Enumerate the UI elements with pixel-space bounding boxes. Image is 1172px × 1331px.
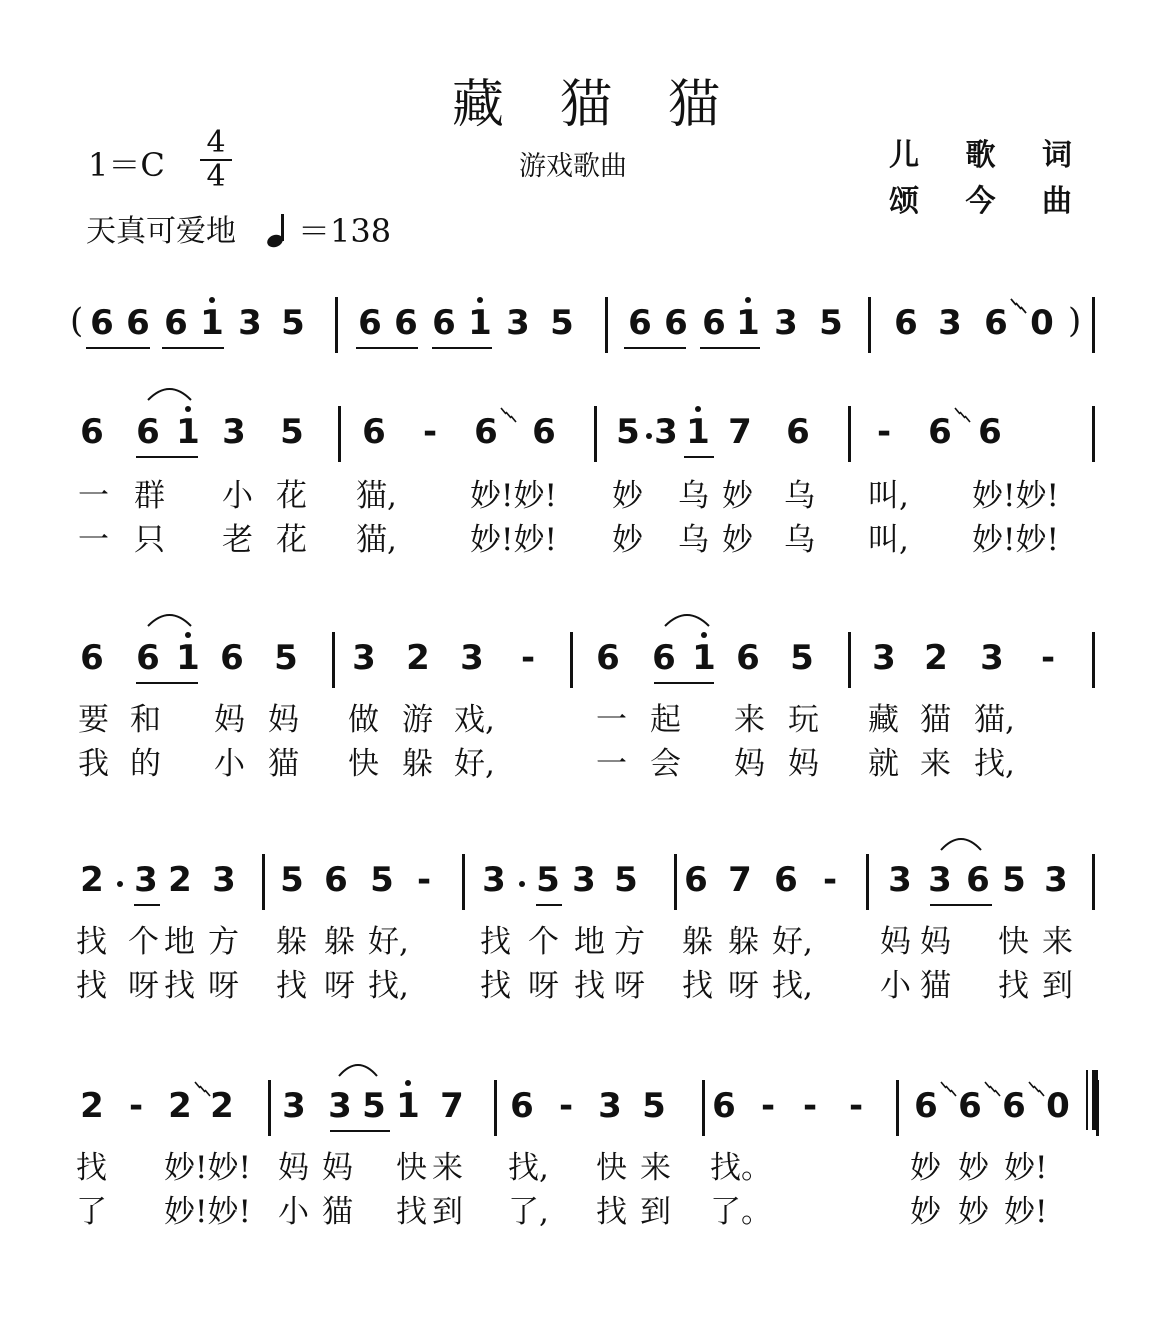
system4-note: 7 bbox=[728, 860, 752, 900]
system3-note: 1 bbox=[692, 638, 716, 678]
system3-lyrics2-syllable: 躲 bbox=[402, 746, 433, 782]
system2-note: 3 bbox=[222, 412, 246, 452]
system1-underline bbox=[356, 347, 418, 349]
system1-note: 3 bbox=[938, 303, 962, 343]
system4-note: 2 bbox=[168, 860, 192, 900]
system4-lyrics1-syllable: 妈 bbox=[880, 924, 911, 960]
system5-underline bbox=[330, 1130, 390, 1132]
system2-lyrics1-syllable: 妙 bbox=[722, 478, 753, 514]
composer-credit: 颂 今 曲 bbox=[889, 184, 1090, 219]
system2-barline bbox=[1092, 406, 1095, 462]
final-barline-thin bbox=[1086, 1070, 1088, 1130]
system2-lyrics1-syllable: 妙!妙! bbox=[470, 478, 557, 514]
system2-augmentation-dot bbox=[646, 433, 652, 439]
system5-lyrics2-syllable: 找 bbox=[596, 1194, 627, 1230]
system5-lyrics2-syllable: 猫 bbox=[322, 1194, 353, 1230]
system4-lyrics2-syllable: 找 bbox=[682, 968, 713, 1004]
system4-lyrics2-syllable: 找 bbox=[574, 968, 605, 1004]
system3-note: 6 bbox=[80, 638, 104, 678]
system4-lyrics1-syllable: 躲 bbox=[682, 924, 713, 960]
system3-lyrics1-syllable: 起 bbox=[650, 702, 681, 738]
system3-underline bbox=[136, 682, 198, 684]
system3-underline bbox=[654, 682, 714, 684]
system5-lyrics2-syllable: 找 bbox=[396, 1194, 427, 1230]
system2-glissando-mark bbox=[500, 406, 518, 424]
system2-note: 3 bbox=[654, 412, 678, 452]
system5-glissando-mark bbox=[194, 1080, 212, 1098]
system2-note: - bbox=[876, 412, 892, 452]
system5-lyrics1-syllable: 妙 bbox=[958, 1150, 989, 1186]
system2-lyrics1-syllable: 一 bbox=[78, 478, 109, 514]
system4-lyrics2-syllable: 呀 bbox=[614, 968, 645, 1004]
system1-barline bbox=[1092, 297, 1095, 353]
system1-underline bbox=[86, 347, 150, 349]
system3-note: 2 bbox=[406, 638, 430, 678]
system3-lyrics2-syllable: 妈 bbox=[734, 746, 765, 782]
system5-lyrics1-syllable: 快 bbox=[396, 1150, 427, 1186]
system3-lyrics2-syllable: 快 bbox=[348, 746, 379, 782]
system1-note: 6 bbox=[628, 303, 652, 343]
system4-lyrics2-syllable: 呀 bbox=[728, 968, 759, 1004]
system2-lyrics2-syllable: 妙!妙! bbox=[972, 522, 1059, 558]
system4-note: 5 bbox=[1002, 860, 1026, 900]
system4-lyrics1-syllable: 快 bbox=[998, 924, 1029, 960]
system3-lyrics2-syllable: 的 bbox=[130, 746, 161, 782]
system4-note: 3 bbox=[482, 860, 506, 900]
system4-lyrics1-syllable: 妈 bbox=[920, 924, 951, 960]
system2-lyrics2-syllable: 乌 bbox=[784, 522, 815, 558]
system4-note: 5 bbox=[370, 860, 394, 900]
system5-lyrics1-syllable: 妈 bbox=[278, 1150, 309, 1186]
system3-lyrics1-syllable: 一 bbox=[596, 702, 627, 738]
system5-lyrics2-syllable: 妙! bbox=[1004, 1194, 1048, 1230]
system3-lyrics1-syllable: 藏 bbox=[868, 702, 899, 738]
system3-slur bbox=[147, 610, 192, 628]
system4-lyrics1-syllable: 找 bbox=[480, 924, 511, 960]
system5-lyrics1-syllable: 来 bbox=[432, 1150, 463, 1186]
system2-underline bbox=[684, 456, 714, 458]
system4-note: 6 bbox=[966, 860, 990, 900]
system2-note: 6 bbox=[474, 412, 498, 452]
system5-octave-dot bbox=[405, 1080, 411, 1086]
system4-lyrics2-syllable: 找 bbox=[276, 968, 307, 1004]
system1-note: 5 bbox=[281, 303, 305, 343]
system2-octave-dot bbox=[185, 406, 191, 412]
system5-lyrics2-syllable: 到 bbox=[640, 1194, 671, 1230]
system2-barline bbox=[338, 406, 341, 462]
system2-lyrics2-syllable: 乌 bbox=[678, 522, 709, 558]
system3-lyrics1-syllable: 要 bbox=[78, 702, 109, 738]
system4-lyrics1-syllable: 来 bbox=[1042, 924, 1073, 960]
system5-lyrics1-syllable: 找。 bbox=[710, 1150, 772, 1186]
system4-note: 3 bbox=[1044, 860, 1068, 900]
system4-lyrics2-syllable: 找, bbox=[772, 968, 813, 1004]
system5-note: 6 bbox=[1002, 1086, 1026, 1126]
system2-note: - bbox=[422, 412, 438, 452]
system2-lyrics1-syllable: 猫, bbox=[356, 478, 397, 514]
system3-lyrics2-syllable: 一 bbox=[596, 746, 627, 782]
system5-lyrics1-syllable: 找 bbox=[76, 1150, 107, 1186]
system3-lyrics2-syllable: 妈 bbox=[788, 746, 819, 782]
system5-note: - bbox=[128, 1086, 144, 1126]
system5-lyrics1-syllable: 妙 bbox=[910, 1150, 941, 1186]
system4-slur bbox=[940, 834, 982, 852]
system4-note: 3 bbox=[888, 860, 912, 900]
system1-note: 3 bbox=[506, 303, 530, 343]
system4-lyrics2-syllable: 猫 bbox=[920, 968, 951, 1004]
system1-underline bbox=[432, 347, 492, 349]
system5-note: 6 bbox=[958, 1086, 982, 1126]
system3-lyrics1-syllable: 妈 bbox=[268, 702, 299, 738]
system5-note: 2 bbox=[168, 1086, 192, 1126]
system4-note: 2 bbox=[80, 860, 104, 900]
system3-slur bbox=[664, 610, 710, 628]
system1-note: 6 bbox=[358, 303, 382, 343]
system1-note: 1 bbox=[200, 303, 224, 343]
final-barline bbox=[1092, 1070, 1098, 1130]
key-signature: 1＝C bbox=[88, 146, 165, 184]
system5-note: 2 bbox=[80, 1086, 104, 1126]
intro-open-paren: ( bbox=[70, 301, 84, 341]
system1-octave-dot bbox=[209, 297, 215, 303]
system3-note: 5 bbox=[790, 638, 814, 678]
system2-lyrics2-syllable: 猫, bbox=[356, 522, 397, 558]
system3-lyrics1-syllable: 游 bbox=[402, 702, 433, 738]
system1-note: 5 bbox=[819, 303, 843, 343]
system1-note: 6 bbox=[894, 303, 918, 343]
system4-note: 6 bbox=[324, 860, 348, 900]
system3-note: 1 bbox=[176, 638, 200, 678]
system4-lyrics2-syllable: 找 bbox=[998, 968, 1029, 1004]
system3-note: 6 bbox=[652, 638, 676, 678]
system4-lyrics2-syllable: 呀 bbox=[208, 968, 239, 1004]
system5-note: 3 bbox=[282, 1086, 306, 1126]
system4-note: - bbox=[822, 860, 838, 900]
song-title: 藏猫猫 bbox=[451, 75, 776, 135]
system2-note: 1 bbox=[686, 412, 710, 452]
system5-lyrics2-syllable: 妙 bbox=[958, 1194, 989, 1230]
system5-lyrics1-syllable: 快 bbox=[596, 1150, 627, 1186]
system2-glissando-mark bbox=[954, 406, 972, 424]
system2-note: 7 bbox=[728, 412, 752, 452]
system5-note: - bbox=[760, 1086, 776, 1126]
system2-note: 6 bbox=[532, 412, 556, 452]
system5-slur bbox=[338, 1060, 378, 1078]
system5-lyrics1-syllable: 妙! bbox=[1004, 1150, 1048, 1186]
intro-close-paren: ) bbox=[1068, 301, 1082, 341]
system3-note: 6 bbox=[220, 638, 244, 678]
system2-lyrics1-syllable: 小 bbox=[222, 478, 253, 514]
system5-lyrics1-syllable: 妈 bbox=[322, 1150, 353, 1186]
system5-lyrics2-syllable: 了 bbox=[76, 1194, 107, 1230]
system3-lyrics2-syllable: 找, bbox=[974, 746, 1015, 782]
system5-glissando-mark bbox=[940, 1080, 958, 1098]
system3-lyrics2-syllable: 好, bbox=[454, 746, 495, 782]
system2-lyrics1-syllable: 乌 bbox=[678, 478, 709, 514]
time-signature bbox=[200, 125, 232, 194]
system5-lyrics1-syllable: 来 bbox=[640, 1150, 671, 1186]
system5-note: 3 bbox=[598, 1086, 622, 1126]
system4-lyrics1-syllable: 个 bbox=[128, 924, 159, 960]
system1-note: 6 bbox=[126, 303, 150, 343]
system4-note: 3 bbox=[572, 860, 596, 900]
system4-lyrics1-syllable: 方 bbox=[614, 924, 645, 960]
system3-barline bbox=[848, 632, 851, 688]
system2-note: 6 bbox=[80, 412, 104, 452]
system1-glissando-mark bbox=[1010, 297, 1028, 315]
system2-barline bbox=[594, 406, 597, 462]
system1-note: 6 bbox=[984, 303, 1008, 343]
system4-lyrics1-syllable: 躲 bbox=[324, 924, 355, 960]
system4-lyrics1-syllable: 地 bbox=[574, 924, 605, 960]
system1-note: 1 bbox=[468, 303, 492, 343]
system4-barline bbox=[1092, 854, 1095, 910]
system5-note: 3 bbox=[328, 1086, 352, 1126]
system5-note: 2 bbox=[210, 1086, 234, 1126]
system1-note: 3 bbox=[238, 303, 262, 343]
system4-barline bbox=[462, 854, 465, 910]
system3-barline bbox=[332, 632, 335, 688]
system1-underline bbox=[700, 347, 760, 349]
system3-note: 3 bbox=[460, 638, 484, 678]
system3-octave-dot bbox=[185, 632, 191, 638]
system5-note: 0 bbox=[1046, 1086, 1070, 1126]
system5-lyrics2-syllable: 妙 bbox=[910, 1194, 941, 1230]
system4-lyrics2-syllable: 呀 bbox=[128, 968, 159, 1004]
system2-lyrics1-syllable: 妙 bbox=[612, 478, 643, 514]
system4-lyrics2-syllable: 找 bbox=[164, 968, 195, 1004]
system4-lyrics1-syllable: 找 bbox=[76, 924, 107, 960]
system4-barline bbox=[262, 854, 265, 910]
system5-note: - bbox=[558, 1086, 574, 1126]
system2-lyrics1-syllable: 花 bbox=[276, 478, 307, 514]
system4-barline bbox=[674, 854, 677, 910]
system4-lyrics1-syllable: 方 bbox=[208, 924, 239, 960]
system5-note: 5 bbox=[642, 1086, 666, 1126]
system5-lyrics2-syllable: 到 bbox=[432, 1194, 463, 1230]
system2-barline bbox=[848, 406, 851, 462]
system3-note: 5 bbox=[274, 638, 298, 678]
system5-lyrics2-syllable: 小 bbox=[278, 1194, 309, 1230]
system4-note: 6 bbox=[774, 860, 798, 900]
system4-note: - bbox=[416, 860, 432, 900]
system3-lyrics1-syllable: 猫 bbox=[920, 702, 951, 738]
system3-lyrics1-syllable: 来 bbox=[734, 702, 765, 738]
system4-note: 5 bbox=[614, 860, 638, 900]
system1-octave-dot bbox=[477, 297, 483, 303]
system2-lyrics2-syllable: 一 bbox=[78, 522, 109, 558]
system1-note: 0 bbox=[1030, 303, 1054, 343]
system5-lyrics2-syllable: 了。 bbox=[710, 1194, 772, 1230]
system5-note: 6 bbox=[510, 1086, 534, 1126]
system3-note: 6 bbox=[736, 638, 760, 678]
system4-lyrics2-syllable: 呀 bbox=[528, 968, 559, 1004]
system5-note: - bbox=[848, 1086, 864, 1126]
system5-lyrics1-syllable: 妙!妙! bbox=[164, 1150, 251, 1186]
system2-lyrics2-syllable: 妙 bbox=[722, 522, 753, 558]
system1-note: 5 bbox=[550, 303, 574, 343]
system2-note: 6 bbox=[978, 412, 1002, 452]
system5-lyrics2-syllable: 了, bbox=[508, 1194, 549, 1230]
system1-barline bbox=[868, 297, 871, 353]
system4-lyrics1-syllable: 个 bbox=[528, 924, 559, 960]
system3-lyrics2-syllable: 小 bbox=[214, 746, 245, 782]
system2-note: 5 bbox=[616, 412, 640, 452]
system3-lyrics1-syllable: 猫, bbox=[974, 702, 1015, 738]
system5-note: 6 bbox=[712, 1086, 736, 1126]
system5-barline bbox=[268, 1080, 271, 1136]
system3-note: 2 bbox=[924, 638, 948, 678]
time-signature-bottom: 4 bbox=[206, 159, 226, 194]
system2-lyrics2-syllable: 老 bbox=[222, 522, 253, 558]
system4-lyrics2-syllable: 到 bbox=[1042, 968, 1073, 1004]
system2-lyrics2-syllable: 妙 bbox=[612, 522, 643, 558]
system1-note: 6 bbox=[432, 303, 456, 343]
system1-note: 6 bbox=[394, 303, 418, 343]
system5-note: 7 bbox=[440, 1086, 464, 1126]
system3-note: 6 bbox=[136, 638, 160, 678]
system5-note: - bbox=[802, 1086, 818, 1126]
system2-note: 6 bbox=[362, 412, 386, 452]
system2-note: 5 bbox=[280, 412, 304, 452]
system1-octave-dot bbox=[745, 297, 751, 303]
system4-note: 3 bbox=[928, 860, 952, 900]
system1-barline bbox=[605, 297, 608, 353]
system4-lyrics1-syllable: 好, bbox=[772, 924, 813, 960]
song-subtitle: 游戏歌曲 bbox=[519, 151, 627, 182]
system4-note: 6 bbox=[684, 860, 708, 900]
system3-lyrics2-syllable: 我 bbox=[78, 746, 109, 782]
system4-note: 3 bbox=[212, 860, 236, 900]
system4-note: 3 bbox=[134, 860, 158, 900]
system3-barline bbox=[570, 632, 573, 688]
system3-note: 3 bbox=[872, 638, 896, 678]
system3-lyrics2-syllable: 会 bbox=[650, 746, 681, 782]
system4-barline bbox=[866, 854, 869, 910]
system2-lyrics2-syllable: 妙!妙! bbox=[470, 522, 557, 558]
system3-note: 3 bbox=[980, 638, 1004, 678]
system3-note: - bbox=[520, 638, 536, 678]
system4-underline bbox=[930, 904, 992, 906]
system1-note: 6 bbox=[90, 303, 114, 343]
system2-note: 6 bbox=[786, 412, 810, 452]
system2-lyrics1-syllable: 妙!妙! bbox=[972, 478, 1059, 514]
system4-lyrics1-syllable: 躲 bbox=[276, 924, 307, 960]
system2-note: 1 bbox=[176, 412, 200, 452]
system2-lyrics2-syllable: 花 bbox=[276, 522, 307, 558]
system4-underline bbox=[536, 904, 562, 906]
system3-note: 3 bbox=[352, 638, 376, 678]
system1-underline bbox=[162, 347, 224, 349]
system1-note: 1 bbox=[736, 303, 760, 343]
system4-augmentation-dot bbox=[519, 881, 525, 887]
system3-note: - bbox=[1040, 638, 1056, 678]
system5-barline bbox=[702, 1080, 705, 1136]
system4-lyrics1-syllable: 好, bbox=[368, 924, 409, 960]
system4-note: 5 bbox=[536, 860, 560, 900]
system4-lyrics2-syllable: 小 bbox=[880, 968, 911, 1004]
system1-note: 6 bbox=[664, 303, 688, 343]
system5-note: 1 bbox=[396, 1086, 420, 1126]
system4-augmentation-dot bbox=[117, 881, 123, 887]
system4-lyrics2-syllable: 找 bbox=[480, 968, 511, 1004]
time-signature-top: 4 bbox=[206, 125, 226, 160]
system4-lyrics1-syllable: 地 bbox=[164, 924, 195, 960]
system2-note: 6 bbox=[136, 412, 160, 452]
system3-lyrics1-syllable: 玩 bbox=[788, 702, 819, 738]
lyricist-credit: 儿 歌 词 bbox=[889, 138, 1090, 173]
system3-lyrics1-syllable: 做 bbox=[348, 702, 379, 738]
system2-slur bbox=[147, 384, 192, 402]
system4-underline bbox=[134, 904, 160, 906]
system3-lyrics1-syllable: 妈 bbox=[214, 702, 245, 738]
system1-underline bbox=[624, 347, 686, 349]
system2-underline bbox=[136, 456, 198, 458]
system4-lyrics2-syllable: 找 bbox=[76, 968, 107, 1004]
system5-note: 5 bbox=[362, 1086, 386, 1126]
system3-barline bbox=[1092, 632, 1095, 688]
quarter-note-icon bbox=[266, 212, 292, 248]
system2-octave-dot bbox=[695, 406, 701, 412]
system2-lyrics2-syllable: 只 bbox=[134, 522, 165, 558]
tempo-bpm: ＝138 bbox=[298, 212, 392, 250]
system2-note: 6 bbox=[928, 412, 952, 452]
system3-lyrics2-syllable: 来 bbox=[920, 746, 951, 782]
tempo-marking: 天真可爱地 bbox=[86, 214, 236, 249]
system3-octave-dot bbox=[701, 632, 707, 638]
system1-note: 6 bbox=[164, 303, 188, 343]
system5-barline bbox=[896, 1080, 899, 1136]
system2-lyrics1-syllable: 乌 bbox=[784, 478, 815, 514]
system3-lyrics2-syllable: 猫 bbox=[268, 746, 299, 782]
system1-note: 6 bbox=[702, 303, 726, 343]
system5-glissando-mark bbox=[984, 1080, 1002, 1098]
system5-glissando-mark bbox=[1028, 1080, 1046, 1098]
system2-lyrics1-syllable: 叫, bbox=[868, 478, 909, 514]
system2-lyrics2-syllable: 叫, bbox=[868, 522, 909, 558]
system3-lyrics1-syllable: 和 bbox=[130, 702, 161, 738]
system5-lyrics2-syllable: 妙!妙! bbox=[164, 1194, 251, 1230]
system4-lyrics2-syllable: 呀 bbox=[324, 968, 355, 1004]
system3-lyrics1-syllable: 戏, bbox=[454, 702, 495, 738]
system4-lyrics1-syllable: 躲 bbox=[728, 924, 759, 960]
system5-note: 6 bbox=[914, 1086, 938, 1126]
system5-barline bbox=[494, 1080, 497, 1136]
system3-lyrics2-syllable: 就 bbox=[868, 746, 899, 782]
system2-lyrics1-syllable: 群 bbox=[134, 478, 165, 514]
system3-note: 6 bbox=[596, 638, 620, 678]
system4-note: 5 bbox=[280, 860, 304, 900]
system1-barline bbox=[335, 297, 338, 353]
system1-note: 3 bbox=[774, 303, 798, 343]
system5-lyrics1-syllable: 找, bbox=[508, 1150, 549, 1186]
system4-lyrics2-syllable: 找, bbox=[368, 968, 409, 1004]
